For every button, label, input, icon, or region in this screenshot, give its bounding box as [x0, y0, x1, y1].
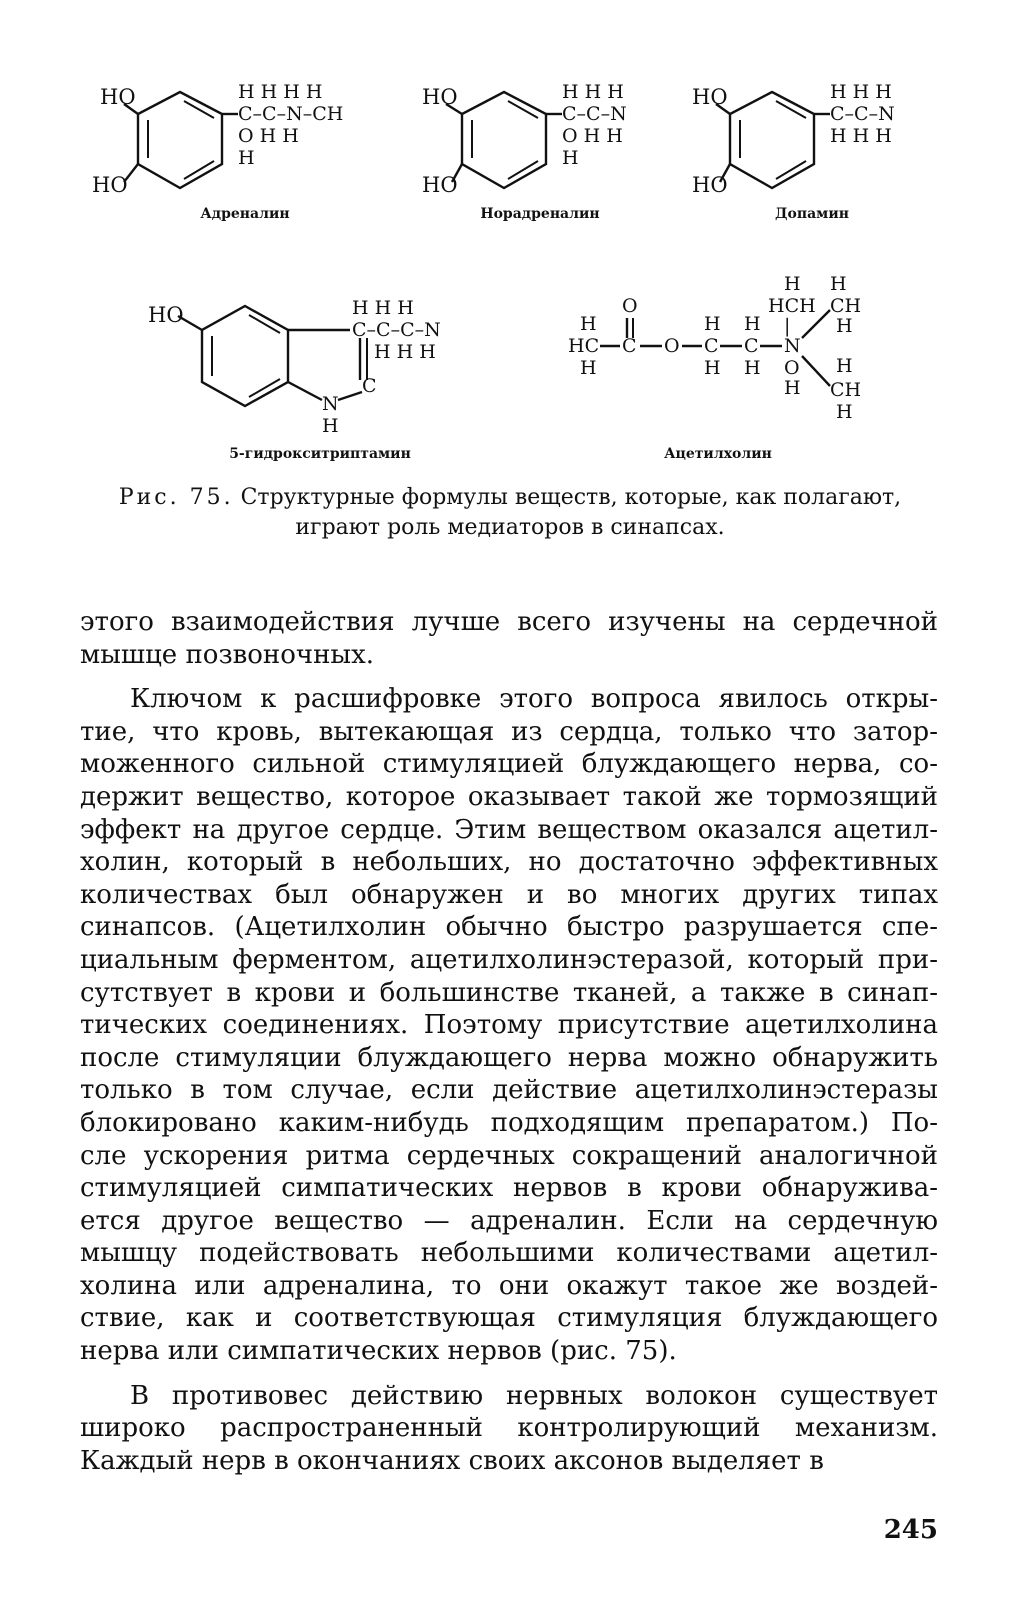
formula-row: C [362, 375, 377, 397]
molecule-name-adrenaline: Адреналин [200, 206, 290, 222]
figure-caption [75, 483, 945, 543]
body-line: широко распространенный контролирующий механизм. [80, 1413, 938, 1444]
body-line: этого взаимодействия лучше всего изучены на сердечной [80, 607, 938, 637]
formula-row: H H H [830, 125, 892, 147]
svg-text:H: H [580, 313, 597, 335]
body-line: мышцу подействовать небольшими количествами ацетил- [80, 1238, 938, 1269]
caption-lead: Рис. 75. [118, 485, 234, 510]
svg-text:O: O [664, 335, 680, 357]
body-line: количествах был обнаружен и во многих других типах [80, 879, 938, 910]
body-line: ется другое вещество — адреналин. Если на сердечную [80, 1205, 938, 1236]
formula-row: H H H H [238, 81, 323, 103]
body-line: Ключом к расшифровке этого вопроса явилось откры- [130, 684, 938, 715]
svg-text:C: C [744, 335, 759, 357]
body-line: держит вещество, которое оказывает такой же тормозящий [80, 781, 938, 812]
formula-chain: C–C–N [830, 103, 895, 125]
body-line: ствие, как и соответствующая стимуляция блуждающего [80, 1303, 938, 1334]
svg-text:H: H [704, 357, 721, 379]
formula-chain: C–C–N [562, 103, 627, 125]
molecule-acetylcholine [568, 273, 861, 462]
svg-text:|: | [784, 315, 791, 337]
formula-row: H H H [352, 297, 414, 319]
svg-text:HC: HC [568, 335, 600, 357]
ho-label: HO [692, 85, 728, 109]
svg-text:HCH: HCH [768, 295, 816, 317]
body-line: синапсов. (Ацетилхолин обычно быстро разрушается спе- [80, 912, 938, 943]
formula-row: H H H [562, 81, 624, 103]
benzene-ring [202, 306, 288, 406]
benzene-ring [462, 92, 546, 188]
svg-text:CH: CH [830, 295, 862, 317]
svg-text:C: C [704, 335, 719, 357]
body-line: моженного сильной стимуляцией блуждающего нерва, со- [80, 749, 938, 780]
molecule-noradrenaline [422, 81, 627, 222]
body-line: только в том случае, если действие ацетилхолинэстеразы [80, 1075, 938, 1106]
formula-chain: C–C–N–CH [238, 103, 344, 125]
molecule-adrenaline [92, 81, 343, 222]
body-line: циальным ферментом, ацетилхолинэстеразой, который при- [80, 944, 938, 975]
body-line: нерва или симпатических нервов (рис. 75). [80, 1336, 677, 1367]
molecule-serotonin [148, 297, 441, 462]
body-line: эффект на другое сердце. Этим веществом оказался ацетил- [80, 814, 938, 845]
body-line: сле ускорения ритма сердечных сокращений аналогичной [80, 1140, 938, 1171]
molecule-name-serotonin: 5-гидрокситриптамин [229, 446, 411, 462]
molecule-dopamine [692, 81, 895, 222]
svg-text:H: H [744, 313, 761, 335]
benzene-ring [730, 92, 814, 188]
formula-hydrogen: H [322, 415, 339, 437]
svg-text:H: H [784, 273, 801, 295]
body-line: сутствует в крови и большинстве тканей, а также в синап- [80, 977, 938, 1008]
molecule-name-dopamine: Допамин [775, 206, 849, 222]
svg-text:N: N [784, 335, 801, 357]
ho-label: HO [692, 173, 728, 197]
formula-chain: C–C–C–N [352, 319, 441, 341]
figure-structural-formulas [0, 0, 1019, 470]
formula-row: H [238, 147, 255, 169]
body-line: после стимуляции блуждающего нерва можно обнаружить [80, 1042, 938, 1073]
svg-text:H: H [580, 357, 597, 379]
formula-row: H H H [374, 341, 436, 363]
formula-nitrogen: N [322, 393, 339, 415]
svg-text:H: H [836, 355, 853, 377]
ho-label: HO [148, 303, 184, 327]
formula-row: H [562, 147, 579, 169]
svg-text:H: H [704, 313, 721, 335]
ho-label: HO [422, 85, 458, 109]
body-line: мышце позвоночных. [80, 639, 375, 670]
body-line: В противовес действию нервных волокон существует [130, 1380, 938, 1411]
body-line: блокировано каким-нибудь подходящим препаратом.) По- [80, 1107, 938, 1138]
body-text [80, 606, 938, 1489]
svg-text:H: H [830, 273, 847, 295]
body-line: Каждый нерв в окончаниях своих аксонов выделяет в [80, 1445, 824, 1476]
molecule-name-acetylcholine: Ацетилхолин [664, 446, 772, 462]
svg-text:H: H [744, 357, 761, 379]
body-line: холина или адреналина, то они окажут такое же воздей- [80, 1270, 938, 1301]
body-line: тие, что кровь, вытекающая из сердца, только что затор- [80, 716, 938, 747]
svg-text:C: C [622, 335, 637, 357]
svg-text:O: O [784, 357, 800, 379]
body-line: холин, который в небольших, но достаточно эффективных [80, 847, 938, 878]
page-number: 245 [883, 1515, 938, 1545]
formula-row: O H H [238, 125, 299, 147]
formula-row: O H H [562, 125, 623, 147]
svg-text:O: O [622, 295, 638, 317]
ho-label: HO [92, 173, 128, 197]
caption-text: Структурные формулы веществ, которые, как полагают, играют роль медиаторов в синапсах. [240, 485, 902, 540]
body-line: тических соединениях. Поэтому присутствие ацетилхолина [80, 1010, 938, 1041]
svg-text:H: H [836, 401, 853, 423]
formula-row: H H H [830, 81, 892, 103]
ho-label: HO [422, 173, 458, 197]
svg-text:H: H [784, 377, 801, 399]
svg-text:H: H [836, 315, 853, 337]
body-line: стимуляцией симпатических нервов в крови обнаружива- [80, 1173, 938, 1204]
ho-label: HO [100, 85, 136, 109]
molecule-name-noradrenaline: Норадреналин [480, 206, 600, 222]
benzene-ring [138, 92, 222, 188]
svg-text:CH: CH [830, 379, 862, 401]
